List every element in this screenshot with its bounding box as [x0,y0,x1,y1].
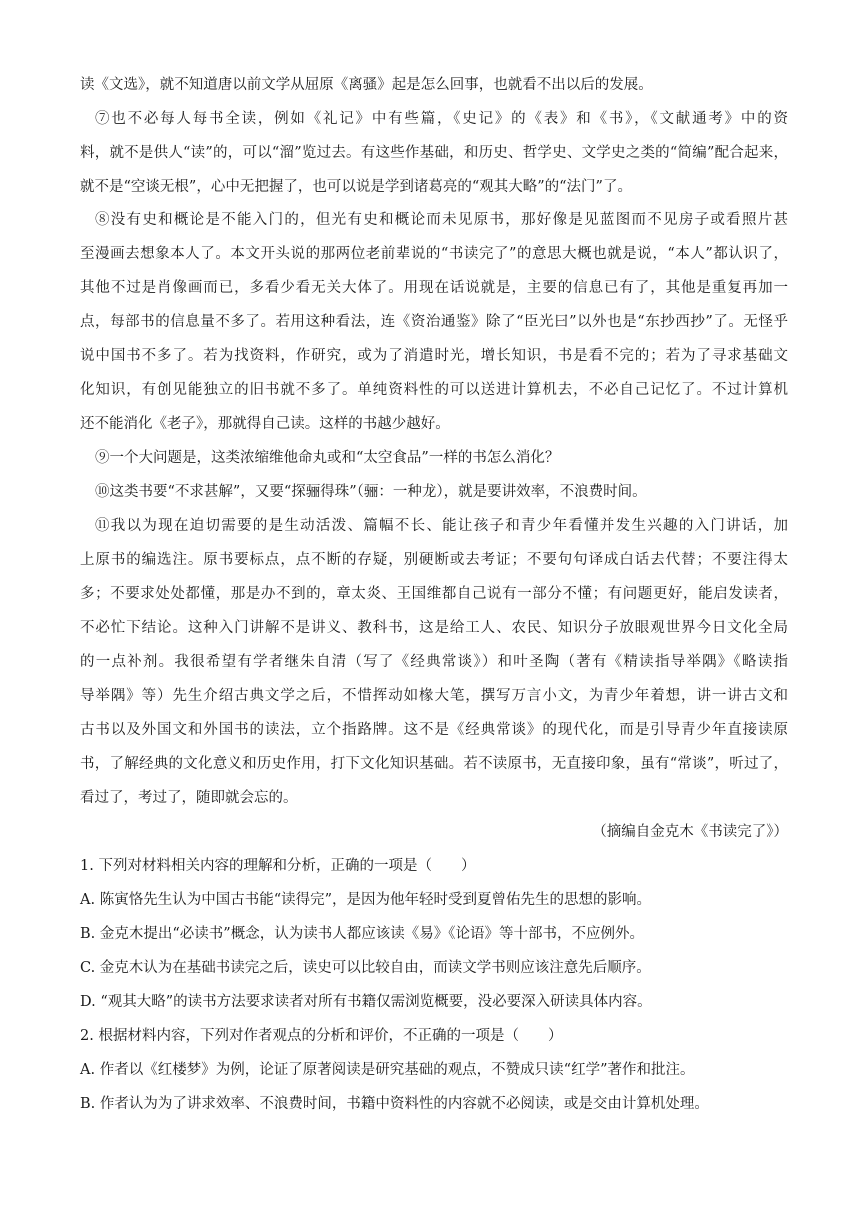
question-stem: 1. 下列对材料相关内容的理解和分析，正确的一项是（ ） [80,858,476,874]
paragraph-line: ⑨一个大问题是，这类浓缩维他命丸或和“太空食品”一样的书怎么消化？ [95,450,560,466]
answer-option: A. 作者以《红楼梦》为例，论证了原著阅读是研究基础的观点，不赞成只读“红学”著作和批注。 [80,1062,695,1078]
question-stem: 2. 根据材料内容，下列对作者观点的分析和评价，不正确的一项是（ ） [80,1028,563,1044]
paragraph-line: 就不是“空谈无根”，心中无把握了，也可以说是学到诸葛亮的“观其大略”的“法门”了。 [80,179,632,195]
paragraph-line: ⑦也不必每人每书全读，例如《礼记》中有些篇，《史记》的《表》和《书》，《文献通考》中的资 [95,111,788,127]
paragraph-line: 读《文选》，就不知道唐以前文学从屈原《离骚》起是怎么回事，也就看不出以后的发展。 [80,77,653,93]
paragraph-line: ⑩这类书要“不求甚解”，又要“探骊得珠”（骊：一种龙），就是要讲效率，不浪费时间。 [95,484,647,500]
paragraph-line: 古书以及外国文和外国书的读法，立个指路牌。这不是《经典常谈》的现代化，而是引导青少年直接读原 [80,722,788,738]
answer-option: A. 陈寅恪先生认为中国古书能“读得完”，是因为他年轻时受到夏曾佑先生的思想的影响。 [80,892,652,908]
answer-option: D. “观其大略”的读书方法要求读者对所有书籍仅需浏览概要，没必要深入研读具体内容。 [80,994,652,1010]
paragraph-line: 还不能消化《老子》，那就得自己读。这样的书越少越好。 [80,416,450,432]
paragraph-line: 导举隅》等）先生介绍古典文学之后，不惜挥动如椽大笔，撰写万言小文，为青少年着想，讲一讲古文和 [80,688,788,704]
paragraph-line: ⑧没有史和概论是不能入门的，但光有史和概论而未见原书，那好像是见蓝图而不见房子或看照片甚 [95,212,788,228]
paragraph-line: 不必忙下结论。这种入门讲解不是讲义、教科书，这是给工人、农民、知识分子放眼观世界今日文化全局 [80,620,788,636]
paragraph-line: 化知识，有创见能独立的旧书就不多了。单纯资料性的可以送进计算机去，不必自己记忆了。不过计算机 [80,382,788,398]
paragraph-line: 至漫画去想象本人了。本文开头说的那两位老前辈说的“书读完了”的意思大概也就是说，“本人”都认识了， [80,246,788,262]
source-citation: （摘编自金克木《书读完了》） [592,824,788,840]
paragraph-line: ⑪我以为现在迫切需要的是生动活泼、篇幅不长、能让孩子和青少年看懂并发生兴趣的入门讲话，加 [95,518,788,534]
paragraph-line: 看过了，考过了，随即就会忘的。 [80,790,298,806]
paragraph-line: 上原书的编选注。原书要标点，点不断的存疑，别硬断或去考证；不要句句译成白话去代替；不要注得太 [80,552,788,568]
paragraph-line: 书，了解经典的文化意义和历史作用，打下文化知识基础。若不读原书，无直接印象，虽有“常谈”，听过了， [80,756,788,772]
paragraph-line: 点，每部书的信息量不多了。若用这种看法，连《资治通鉴》除了“臣光曰”以外也是“东抄西抄”了。无怪乎 [80,314,788,330]
paragraph-line: 其他不过是肖像画而已，多看少看无关大体了。用现在话说就是，主要的信息已有了，其他是重复再加一 [80,280,788,296]
answer-option: C. 金克木认为在基础书读完之后，读史可以比较自由，而读文学书则应该注意先后顺序。 [80,960,651,976]
paragraph-line: 说中国书不多了。若为找资料，作研究，或为了消遣时光，增长知识，书是看不完的；若为了寻求基础文 [80,348,788,364]
paragraph-line: 多；不要求处处都懂，那是办不到的，章太炎、王国维都自己说有一部分不懂；有问题更好，能启发读者， [80,586,788,602]
answer-option: B. 金克木提出“必读书”概念，认为读书人都应该读《易》《论语》等十部书，不应例外。 [80,926,644,942]
paragraph-line: 的一点补剂。我很希望有学者继朱自清（写了《经典常谈》）和叶圣陶（著有《精读指导举隅》《略读指 [80,654,788,670]
answer-option: B. 作者认为为了讲求效率、不浪费时间，书籍中资料性的内容就不必阅读，或是交由计算机处理。 [80,1096,709,1112]
paragraph-line: 料，就不是供人“读”的，可以“溜”览过去。有这些作基础，和历史、哲学史、文学史之类的“简编”配合起来， [80,145,788,161]
